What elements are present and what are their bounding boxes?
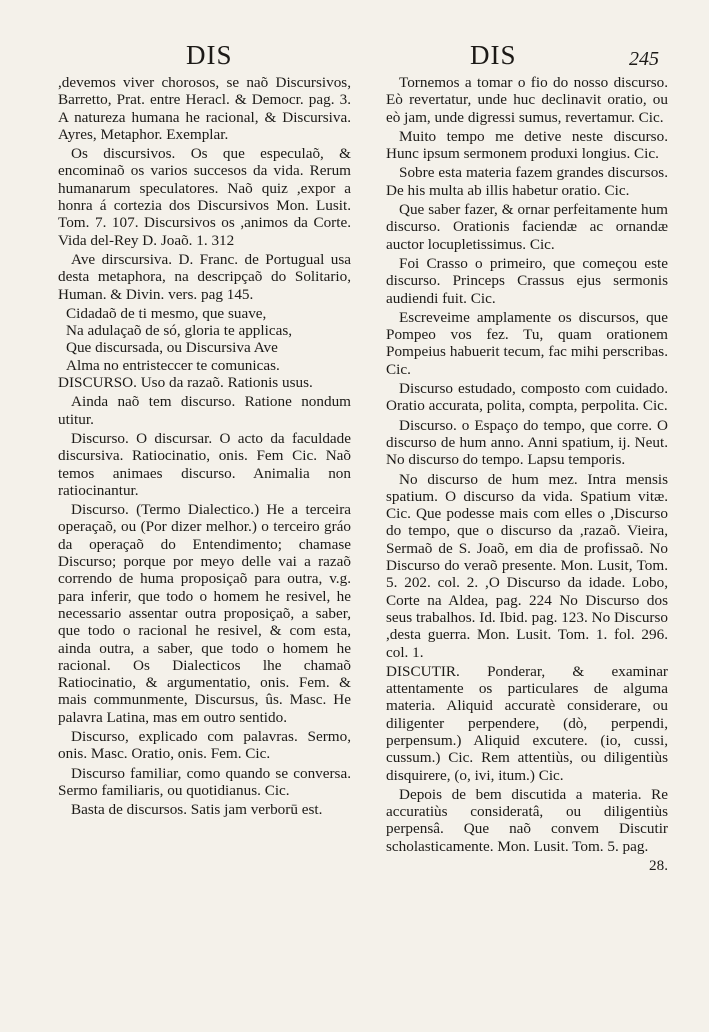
right-column: [386, 74, 668, 876]
page-number: 245: [629, 48, 659, 70]
entry-heading-paragraph: DISCUTIR. Ponderar, & examinar attentamente os particulares de alguma materia. Aliquid accuratè considerare, ou diligenter perpendere, (dò, perpendi, perpensum.) Aliquid excutere. (io, cussi, cussum.) Cic. Rem attentiùs, ou diligentiùs disquirere, (o, ivi, itum.) Cic.: [386, 662, 668, 784]
left-column: [58, 74, 351, 820]
paragraph: Discurso estudado, composto com cuidado. Oratio accurata, polita, compta, perpolita. Cic.: [386, 380, 668, 415]
paragraph: Depois de bem discutida a materia. Re accuratiùs consideratâ, ou diligentiùs perpensâ. Que naõ convem Discutir scholasticamente. Mon. Lusit. Tom. 5. pag.: [386, 785, 668, 855]
paragraph: Discurso. (Termo Dialectico.) He a terceira operaçaõ, ou (Por dizer melhor.) o terceiro gráo da operaçaõ do Entendimento; chamase Discurso; porque por meyo delle vai a razaõ correndo de huma proposiçaõ para outra, v.g. para inferir, que todo o homem he resivel, he necessario assentar outra proposiçaõ, a saber, que todo o racional he resivel, & com esta, ainda outra, a saber, que todo o homem he racional. Os Dialecticos lhe chamaõ Ratiocinatio, & argumentatio, onis. Fem. & mais communmente, Discursus, ûs. Masc. He palavra Latina, mas em outro sentido.: [58, 501, 351, 726]
catchword: 28.: [649, 857, 668, 875]
paragraph: ,devemos viver chorosos, se naõ Discursivos, Barretto, Prat. entre Heracl. & Democr. pag. 3. A natureza humana he racional, & Discursiva. Ayres, Metaphor. Exemplar.: [58, 74, 351, 143]
paragraph: Ave dirscursiva. D. Franc. de Portugual usa desta metaphora, na descripçaõ do Solitario, Human. & Divin. vers. pag 145.: [58, 250, 351, 303]
paragraph: Muito tempo me detive neste discurso. Hunc ipsum sermonem produxi longius. Cic.: [386, 127, 668, 163]
paragraph: Foi Crasso o primeiro, que começou este discurso. Princeps Crassus ejus sermonis audiendi fuit. Cic.: [386, 254, 668, 307]
paragraph: Discurso. o Espaço do tempo, que corre. O discurso de hum anno. Anni spatium, ij. Neut. No discurso do tempo. Lapsu temporis.: [386, 416, 668, 469]
right-running-head: DIS: [470, 40, 517, 70]
paragraph: Discurso, explicado com palavras. Sermo, onis. Masc. Oratio, onis. Fem. Cic.: [58, 727, 351, 763]
left-running-head: DIS: [186, 40, 233, 70]
paragraph: Que saber fazer, & ornar perfeitamente hum discurso. Orationis faciendæ ac ornandæ auctor locupletissimus. Cic.: [386, 201, 668, 253]
verse-line: Alma no entristeccer te comunicas.: [66, 356, 280, 374]
verse-line: Cidadaõ de ti mesmo, que suave,: [66, 304, 267, 322]
verse-line: Na adulaçaõ de só, gloria te applicas,: [66, 322, 293, 340]
paragraph: Os discursivos. Os que especulaõ, & encominaõ os varios succesos da vida. Rerum humanarum speculatores. Naõ quiz ,expor a honra á cortezia dos Discursivos Mon. Lusit. Tom. 7. 107. Discursivos os ,animos da Corte. Vida del-Rey D. Joaõ. 1. 312: [58, 145, 351, 249]
paragraph: Sobre esta materia fazem grandes discursos. De his multa ab illis habetur oratio. Cic.: [386, 164, 668, 199]
entry-heading-paragraph: DISCURSO. Uso da razaõ. Rationis usus.: [58, 374, 313, 392]
paragraph: Escreveime amplamente os discursos, que Pompeo vos fez. Tu, quam orationem Pompeius habuerit tecum, fac mihi perscribas. Cic.: [386, 308, 668, 378]
paragraph: Basta de discursos. Satis jam verborū est.: [71, 801, 323, 819]
paragraph: Ainda naõ tem discurso. Ratione nondum utitur.: [58, 393, 351, 428]
paragraph: Discurso familiar, como quando se conversa. Sermo familiaris, ou quotidianus. Cic.: [58, 764, 351, 799]
paragraph: Discurso. O discursar. O acto da faculdade discursiva. Ratiocinatio, onis. Fem Cic. Naõ temos animaes discurso. Animalia non ratiocinantur.: [58, 429, 351, 499]
paragraph: Tornemos a tomar o fio do nosso discurso. Eò revertatur, unde huc declinavit oratio, ou eò jam, unde digressi sumus, revertamur. Cic.: [386, 74, 668, 126]
verse-line: Que discursada, ou Discursiva Ave: [66, 339, 278, 357]
paragraph: No discurso de hum mez. Intra mensis spatium. O discurso da vida. Spatium vitæ. Cic. Que podesse mais com elles o ,Discurso do tempo, que o discurso da ,razaõ. Vieira, Sermaõ de S. Joaõ, em dia de profissaõ. No Discurso do veraõ presente. Mon. Lusit, Tom. 5. 202. col. 2. ,O Discurso da idade. Lobo, Corte na Aldea, pag. 224 No Discurso dos seus trabalhos. Id. Ibid. pag. 123. No Discurso ,desta guerra. Mon. Lusit. Tom. 1. fol. 296. col. 1.: [386, 470, 668, 661]
